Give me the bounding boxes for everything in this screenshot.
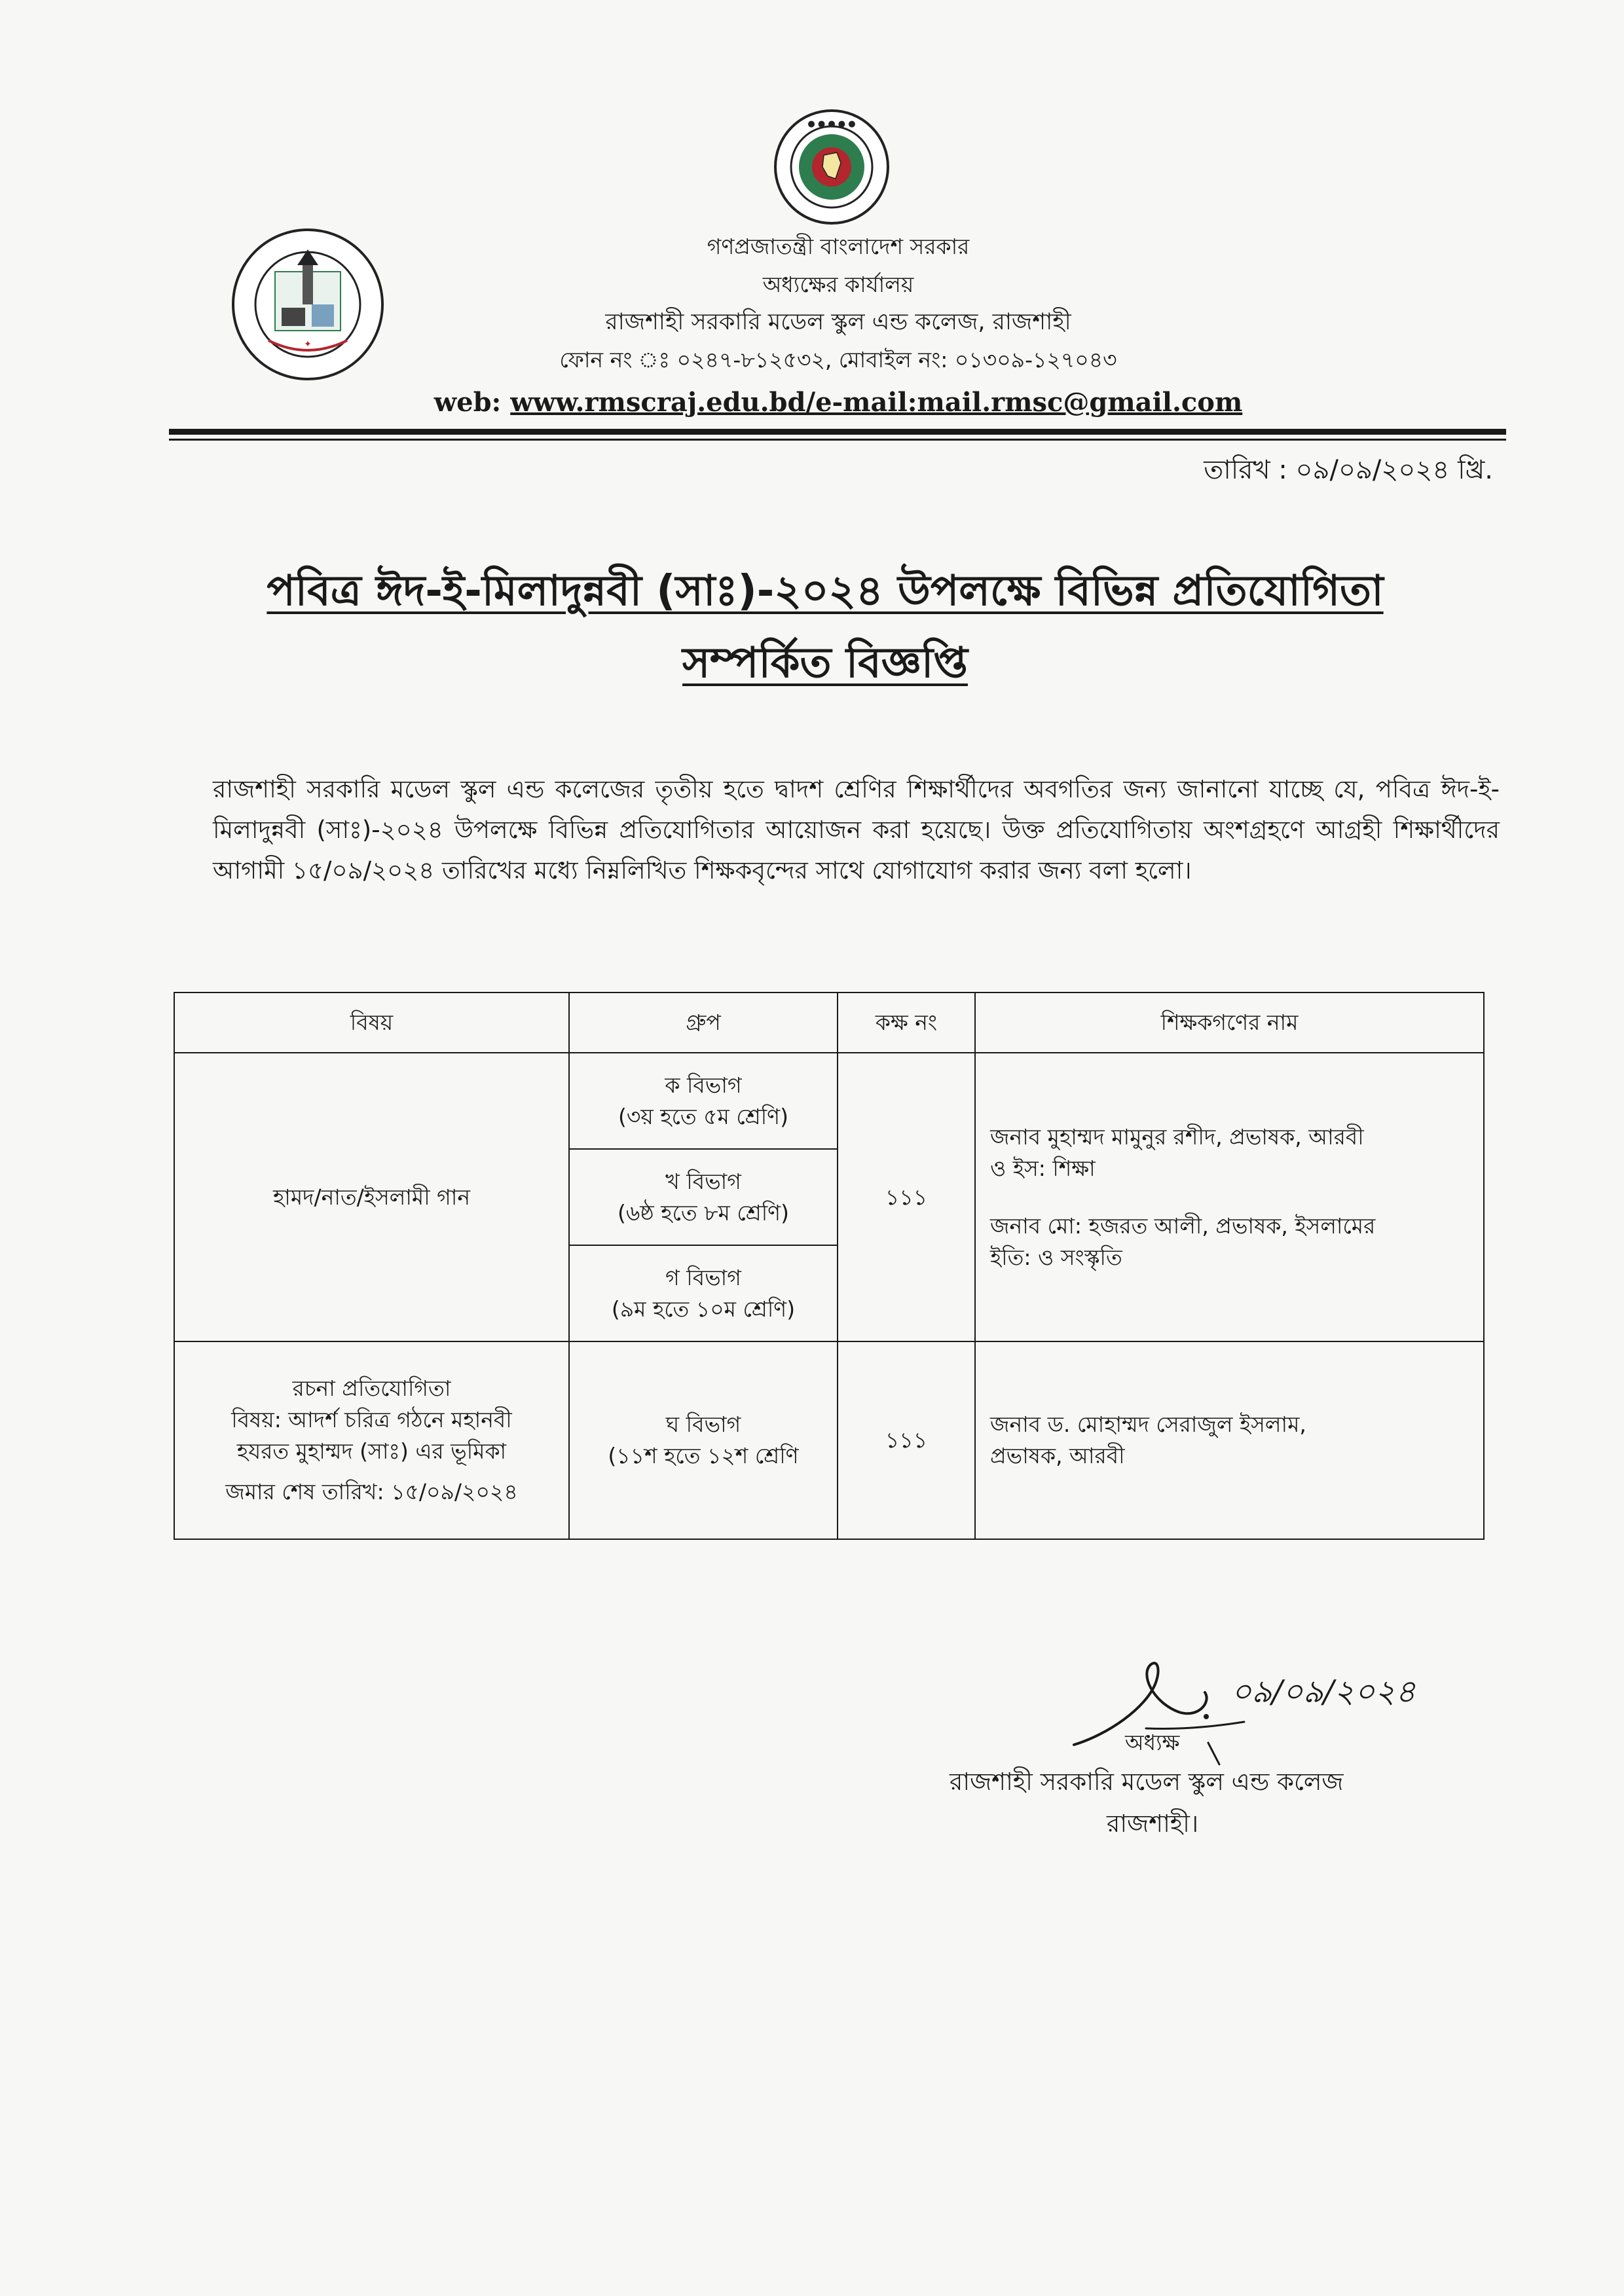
header-teachers: শিক্ষকগণের নাম — [975, 993, 1484, 1053]
group-classes: (৩য় হতে ৫ম শ্রেণি) — [618, 1103, 788, 1129]
government-seal-icon — [773, 108, 891, 226]
web-prefix: web: — [434, 387, 502, 418]
teacher-line: ইতি: ও সংস্কৃতি — [990, 1244, 1122, 1270]
signatory-institution: রাজশাহী সরকারি মডেল স্কুল এন্ড কলেজ — [950, 1768, 1344, 1796]
subject-line: রচনা প্রতিযোগিতা — [292, 1376, 451, 1401]
group-name: ক বিভাগ — [665, 1072, 742, 1098]
notice-body: রাজশাহী সরকারি মডেল স্কুল এন্ড কলেজের তৃতীয় হতে দ্বাদশ শ্রেণির শিক্ষার্থীদের অবগতির জন্য জানানো যাচ্ছে যে, পবিত্র ঈদ-ই-মিলাদুন্নবী (সাঃ)-২০২৪ উপলক্ষে বিভিন্ন প্রতিযোগিতার আয়োজন করা হয়েছে। উক্ত প্রতিযোগিতায় অংশগ্রহণে আগ্রহী শিক্ষার্থীদের আগামী ১৫/০৯/২০২৪ তারিখের মধ্যে নিম্নলিখিত শিক্ষকবৃন্দের সাথে যোগাযোগ করার জন্য বলা হলো। — [213, 775, 1500, 884]
govt-name: গণপ্রজাতন্ত্রী বাংলাদেশ সরকার — [707, 234, 970, 259]
teacher-line: জনাব মুহাম্মদ মামুনুর রশীদ, প্রভাষক, আরবী — [990, 1123, 1364, 1150]
header-group: গ্রুপ — [569, 993, 838, 1053]
header-divider-thick — [169, 429, 1506, 435]
teacher-line: ও ইস: শিক্ষা — [990, 1155, 1096, 1181]
table-row — [174, 1341, 1484, 1539]
group-cell — [569, 1341, 838, 1539]
subject-line: জমার শেষ তারিখ: ১৫/০৯/২০২৪ — [225, 1479, 518, 1504]
handwritten-date: ০৯/০৯/২০২৪ — [1231, 1673, 1416, 1710]
subject-line: হযরত মুহাম্মদ (সাঃ) এর ভূমিকা — [236, 1438, 507, 1464]
web-email-line — [26, 386, 1624, 419]
signatory-city: রাজশাহী। — [1107, 1810, 1199, 1838]
issue-date: তারিখ : ০৯/০৯/২০২৪ খ্রি. — [1204, 455, 1493, 485]
group-classes: (৯ম হতে ১০ম শ্রেণি) — [611, 1296, 796, 1322]
spacer — [990, 1184, 1475, 1211]
room-cell: ১১১ — [838, 1341, 975, 1539]
notice-title-line1: পবিত্র ঈদ-ই-মিলাদুন্নবী (সাঃ)-২০২৪ উপলক্ষে বিভিন্ন প্রতিযোগিতা — [267, 567, 1384, 615]
group-cell — [569, 1053, 838, 1149]
notice-title-line2: সম্পর্কিত বিজ্ঞপ্তি — [682, 639, 968, 687]
group-name: গ বিভাগ — [665, 1264, 741, 1290]
teachers-cell — [975, 1053, 1484, 1341]
principal-signature — [1048, 1630, 1467, 1768]
group-cell — [569, 1149, 838, 1245]
subject-cell: হামদ/নাত/ইসলামী গান — [174, 1053, 569, 1341]
svg-text:● ● ● ● ●: ● ● ● ● ● — [807, 119, 856, 129]
competition-table — [174, 992, 1485, 1540]
teacher-line: প্রভাষক, আরবী — [990, 1443, 1125, 1468]
group-name: ঘ বিভাগ — [665, 1412, 741, 1437]
group-classes: (১১শ হতে ১২শ শ্রেণি — [608, 1443, 799, 1468]
website-email-link[interactable]: www.rmscraj.edu.bd/e-mail:mail.rmsc@gmail.com — [510, 387, 1243, 418]
group-cell — [569, 1245, 838, 1341]
subject-line: বিষয়: আদর্শ চরিত্র গঠনে মহানবী — [231, 1407, 512, 1432]
teacher-line: জনাব মো: হজরত আলী, প্রভাষক, ইসলামের — [990, 1212, 1376, 1239]
institution-name: রাজশাহী সরকারি মডেল স্কুল এন্ড কলেজ, রাজশাহী — [605, 309, 1071, 335]
group-name: খ বিভাগ — [665, 1168, 741, 1194]
table-row — [174, 1053, 1484, 1149]
subject-cell — [174, 1341, 569, 1539]
teachers-cell — [975, 1341, 1484, 1539]
header-subject: বিষয় — [174, 993, 569, 1053]
contact-numbers: ফোন নং ঃ ০২৪৭-৮১২৫৩২, মোবাইল নং: ০১৩০৯-১২৭০৪৩ — [559, 347, 1117, 373]
room-cell: ১১১ — [838, 1053, 975, 1341]
group-classes: (৬ষ্ঠ হতে ৮ম শ্রেণি) — [617, 1199, 790, 1226]
teacher-line: জনাব ড. মোহাম্মদ সেরাজুল ইসলাম, — [990, 1412, 1306, 1437]
header-divider-thin — [169, 439, 1506, 441]
signatory-title: অধ্যক্ষ — [1125, 1730, 1180, 1755]
table-header-row — [174, 993, 1484, 1053]
office-name: অধ্যক্ষের কার্যালয় — [762, 272, 914, 297]
header-room: কক্ষ নং — [838, 993, 975, 1053]
svg-text:✦: ✦ — [304, 339, 312, 350]
